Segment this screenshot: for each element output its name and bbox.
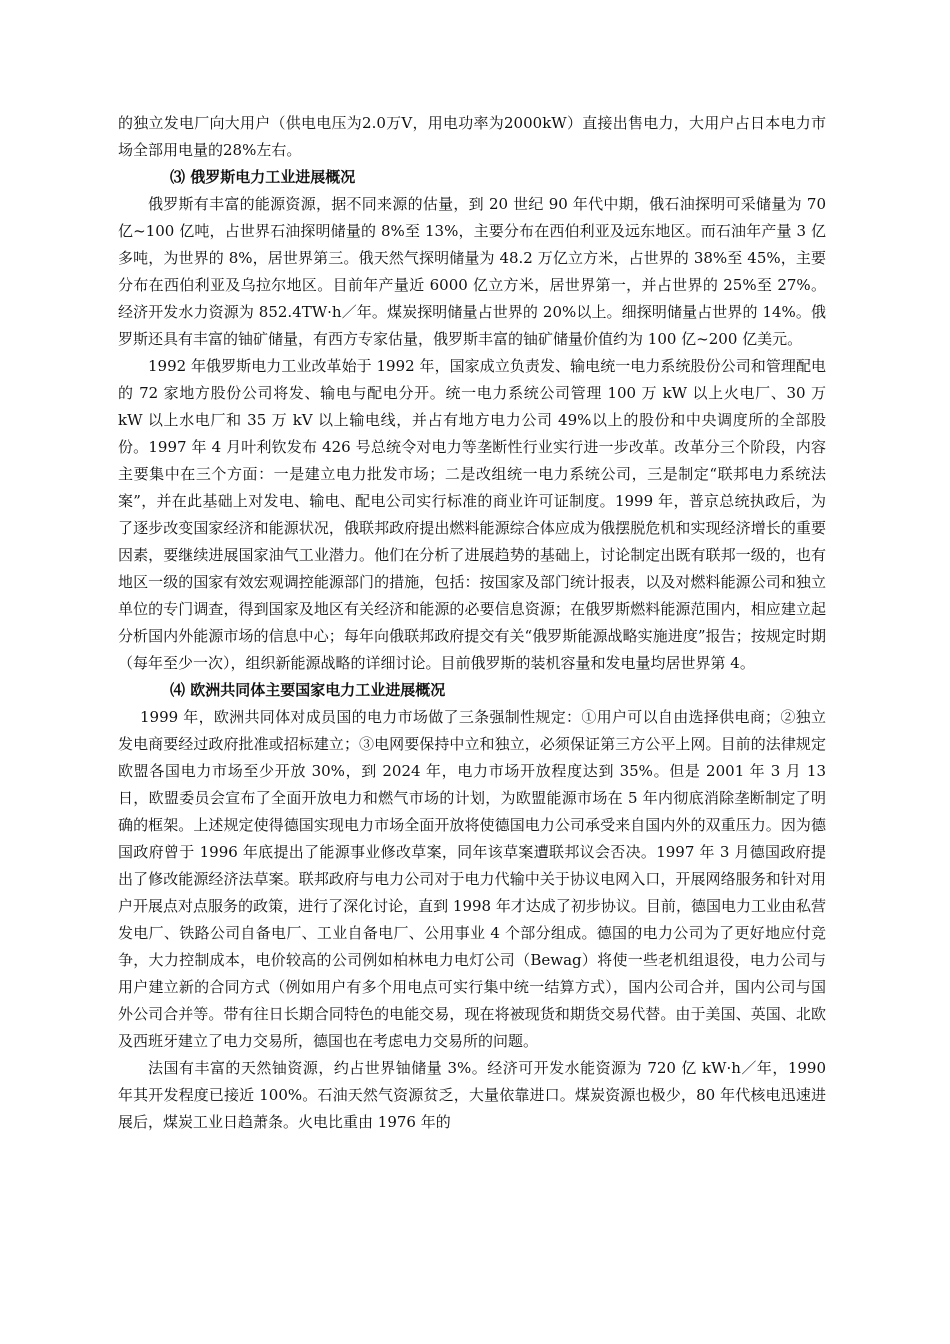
paragraph-japan-continued: 的独立发电厂向大用户（供电电压为2.0万V，用电功率为2000kW）直接出售电力，大用户占日本电力市场全部用电量的28%左右。 bbox=[118, 114, 826, 159]
paragraph-france: 法国有丰富的天然铀资源，约占世界铀储量 3%。经济可开发水能资源为 720 亿 kW·h／年，1990 年其开发程度已接近 100%。石油天然气资源贫乏，大量依靠进口。煤炭资源也极少，80 年代核电迅速进展后，煤炭工业日趋萧条。火电比重由 1976 年的 bbox=[118, 1059, 826, 1131]
paragraph-russia-resources: 俄罗斯有丰富的能源资源，据不同来源的估量，到 20 世纪 90 年代中期，俄石油探明可采储量为 70 亿~100 亿吨，占世界石油探明储量的 8%至 13%，主要分布在西伯利亚及远东地区。而石油年产量 3 亿多吨，为世界的 8%，居世界第三。俄天然气探明储量为 48.2 万亿立方米，占世界的 38%至 45%，主要分布在西伯利亚及乌拉尔地区。目前年产量近 6000 亿立方米，居世界第一，并占世界的 25%至 27%。经济开发水力资源为 852.4TW·h／年。煤炭探明储量占世界的 20%以上。细探明储量占世界的 14%。俄罗斯还具有丰富的铀矿储量，有西方专家估量，俄罗斯丰富的铀矿储量价值约为 100 亿~200 亿美元。 bbox=[118, 195, 826, 348]
paragraph-russia-reform: 1992 年俄罗斯电力工业改革始于 1992 年，国家成立负责发、输电统一电力系统股份公司和管理配电的 72 家地方股份公司将发、输电与配电分开。统一电力系统公司管理 100 万 kW 以上火电厂、30 万 kW 以上水电厂和 35 万 kV 以上输电线，并占有地方电力公司 49%以上的股份和中央调度所的全部股份。1997 年 4 月叶利钦发布 426 号总统令对电力等垄断性行业实行进一步改革。改革分三个阶段，内容主要集中在三个方面：一是建立电力批发市场；二是改组统一电力系统公司，三是制定“联邦电力系统法案”，并在此基础上对发电、输电、配电公司实行标准的商业许可证制度。1999 年，普京总统执政后，为了逐步改变国家经济和能源状况，俄联邦政府提出燃料能源综合体应成为俄摆脱危机和实现经济增长的重要因素，要继续进展国家油气工业潜力。他们在分析了进展趋势的基础上，讨论制定出既有联邦一级的，也有地区一级的国家有效宏观调控能源部门的措施，包括：按国家及部门统计报表，以及对燃料能源公司和独立单位的专门调查，得到国家及地区有关经济和能源的必要信息资源；在俄罗斯燃料能源范围内，相应建立起分析国内外能源市场的信息中心；每年向俄联邦政府提交有关“俄罗斯能源战略实施进度”报告；按规定时期（每年至少一次），组织新能源战略的详细讨论。目前俄罗斯的装机容量和发电量均居世界第 4。 bbox=[118, 357, 826, 672]
section-heading-russia: ⑶ 俄罗斯电力工业进展概况 bbox=[170, 168, 356, 186]
section-heading-europe: ⑷ 欧洲共同体主要国家电力工业进展概况 bbox=[170, 681, 446, 699]
paragraph-europe-rules: 1999 年，欧洲共同体对成员国的电力市场做了三条强制性规定：①用户可以自由选择供电商；②独立发电商要经过政府批准或招标建立；③电网要保持中立和独立，必须保证第三方公平上网。目前的法律规定欧盟各国电力市场至少开放 30%，到 2024 年，电力市场开放程度达到 35%。但是 2001 年 3 月 13 日，欧盟委员会宣布了全面开放电力和燃气市场的计划，为欧盟能源市场在 5 年内彻底消除垄断制定了明确的框架。上述规定使得德国实现电力市场全面开放将使德国电力公司承受来自国内外的双重压力。因为德国政府曾于 1996 年底提出了能源事业修改草案，同年该草案遭联邦议会否决。1997 年 3 月德国政府提出了修改能源经济法草案。联邦政府与电力公司对于电力代输中关于协议电网入口，开展网络服务和针对用户开展点对点服务的政策，进行了深化讨论，直到 1998 年才达成了初步协议。目前，德国电力工业由私营发电厂、铁路公司自备电厂、工业自备电厂、公用事业 4 个部分组成。德国的电力公司为了更好地应付竞争，大力控制成本，电价较高的公司例如柏林电力电灯公司（Bewag）将使一些老机组退役，电力公司与用户建立新的合同方式（例如用户有多个用电点可实行集中统一结算方式），国内公司合并，国内公司与国外公司合并等。带有往日长期合同特色的电能交易，现在将被现货和期货交易代替。由于美国、英国、北欧及西班牙建立了电力交易所，德国也在考虑电力交易所的问题。 bbox=[118, 708, 826, 1050]
document-page bbox=[118, 110, 826, 1136]
